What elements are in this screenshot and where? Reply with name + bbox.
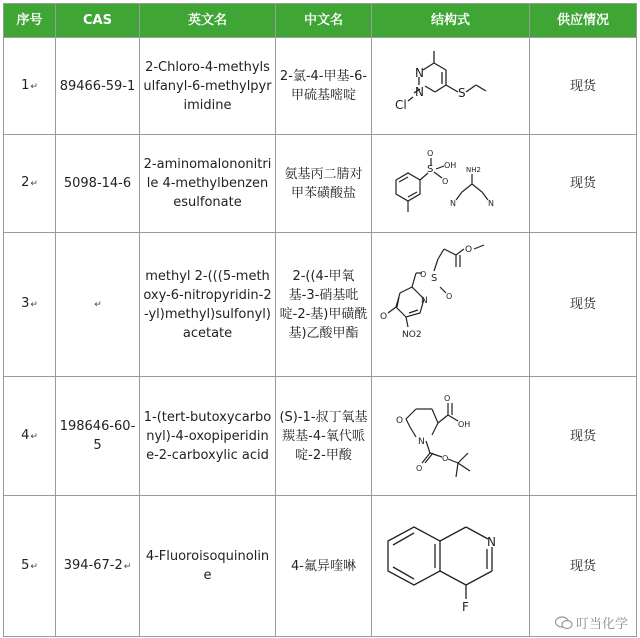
compound-table <box>3 3 637 637</box>
header-supply: 供应情况 <box>530 4 637 38</box>
atom-label: O <box>426 148 433 158</box>
table-row <box>4 233 637 377</box>
atom-label: N <box>487 198 494 208</box>
row-cas: 198646-60-5 <box>56 377 140 496</box>
header-cas: CAS <box>56 4 140 38</box>
header-index: 序号 <box>4 4 56 38</box>
row-index: 1↵ <box>4 38 56 135</box>
row-english-name: 2-Chloro-4-methylsulfanyl-6-methylpyrimidine <box>140 38 276 135</box>
row-chinese-name: 4-氟异喹啉 <box>276 496 372 637</box>
atom-label: N <box>486 535 496 549</box>
row-index: 5↵ <box>4 496 56 637</box>
structure-image <box>376 237 526 372</box>
row-cas: 5098-14-6 <box>56 135 140 233</box>
header-english-name: 英文名 <box>140 4 276 38</box>
row-chinese-name: (S)-1-叔丁氧基羰基-4-氧代哌啶-2-甲酸 <box>276 377 372 496</box>
atom-label: O <box>415 464 422 473</box>
row-index: 3↵ <box>4 233 56 377</box>
row-supply: 现货 <box>530 38 637 135</box>
structure-image <box>376 140 526 228</box>
row-structure <box>372 38 530 135</box>
atom-label: N <box>414 66 424 80</box>
row-structure <box>372 377 530 496</box>
atom-label: OH <box>457 420 470 429</box>
watermark-text: 叮当化学 <box>575 617 628 632</box>
atom-label: O <box>443 394 450 403</box>
table-row <box>4 38 637 135</box>
atom-label: Cl <box>394 98 407 112</box>
row-supply: 现货 <box>530 135 637 233</box>
structure-image <box>376 41 526 131</box>
row-supply: 现货 <box>530 377 637 496</box>
row-supply: 现货 <box>530 233 637 377</box>
row-chinese-name: 2-氯-4-甲基-6-甲硫基嘧啶 <box>276 38 372 135</box>
header-structure: 结构式 <box>372 4 530 38</box>
wechat-logo-icon <box>555 616 573 630</box>
row-cas: 394-67-2↵ <box>56 496 140 637</box>
row-chinese-name: 氨基丙二腈对甲苯磺酸盐 <box>276 135 372 233</box>
structure-image <box>376 381 526 491</box>
atom-label: N <box>420 296 428 306</box>
atom-label: NO2 <box>401 330 422 340</box>
row-english-name: 2-aminomalononitrile 4-methylbenzenesulfonate <box>140 135 276 233</box>
atom-label: O <box>464 245 472 255</box>
atom-label: F <box>461 600 469 614</box>
row-supply: 现货 <box>530 496 637 637</box>
row-english-name: 4-Fluoroisoquinoline <box>140 496 276 637</box>
structure-image <box>376 501 526 631</box>
atom-label: S <box>430 273 437 284</box>
header-chinese-name: 中文名 <box>276 4 372 38</box>
atom-label: S <box>426 163 433 175</box>
table-row <box>4 496 637 637</box>
atom-label: O <box>419 270 426 279</box>
row-cas: 89466-59-1 <box>56 38 140 135</box>
atom-label: O <box>441 176 448 186</box>
row-structure <box>372 496 530 637</box>
row-index: 4↵ <box>4 377 56 496</box>
row-structure <box>372 135 530 233</box>
table-row <box>4 377 637 496</box>
table-row <box>4 135 637 233</box>
row-chinese-name: 2-((4-甲氧基-3-硝基吡啶-2-基)甲磺酰基)乙酸甲酯 <box>276 233 372 377</box>
atom-label: O <box>395 416 403 426</box>
row-english-name: 1-(tert-butoxycarbonyl)-4-oxopiperidine-2-carboxylic acid <box>140 377 276 496</box>
row-structure <box>372 233 530 377</box>
watermark <box>555 613 628 632</box>
atom-label: S <box>457 86 466 100</box>
atom-label: N <box>417 437 425 447</box>
atom-label: N <box>414 85 424 99</box>
atom-label: O <box>445 292 452 301</box>
atom-label: N <box>449 198 456 208</box>
header-row <box>4 4 637 38</box>
atom-label: OH <box>443 160 456 170</box>
atom-label: NH2 <box>465 165 481 174</box>
row-cas: ↵ <box>56 233 140 377</box>
atom-label: O <box>441 454 448 463</box>
atom-label: O <box>379 312 387 322</box>
row-index: 2↵ <box>4 135 56 233</box>
row-english-name: methyl 2-(((5-methoxy-6-nitropyridin-2-yl)methyl)sulfonyl)acetate <box>140 233 276 377</box>
